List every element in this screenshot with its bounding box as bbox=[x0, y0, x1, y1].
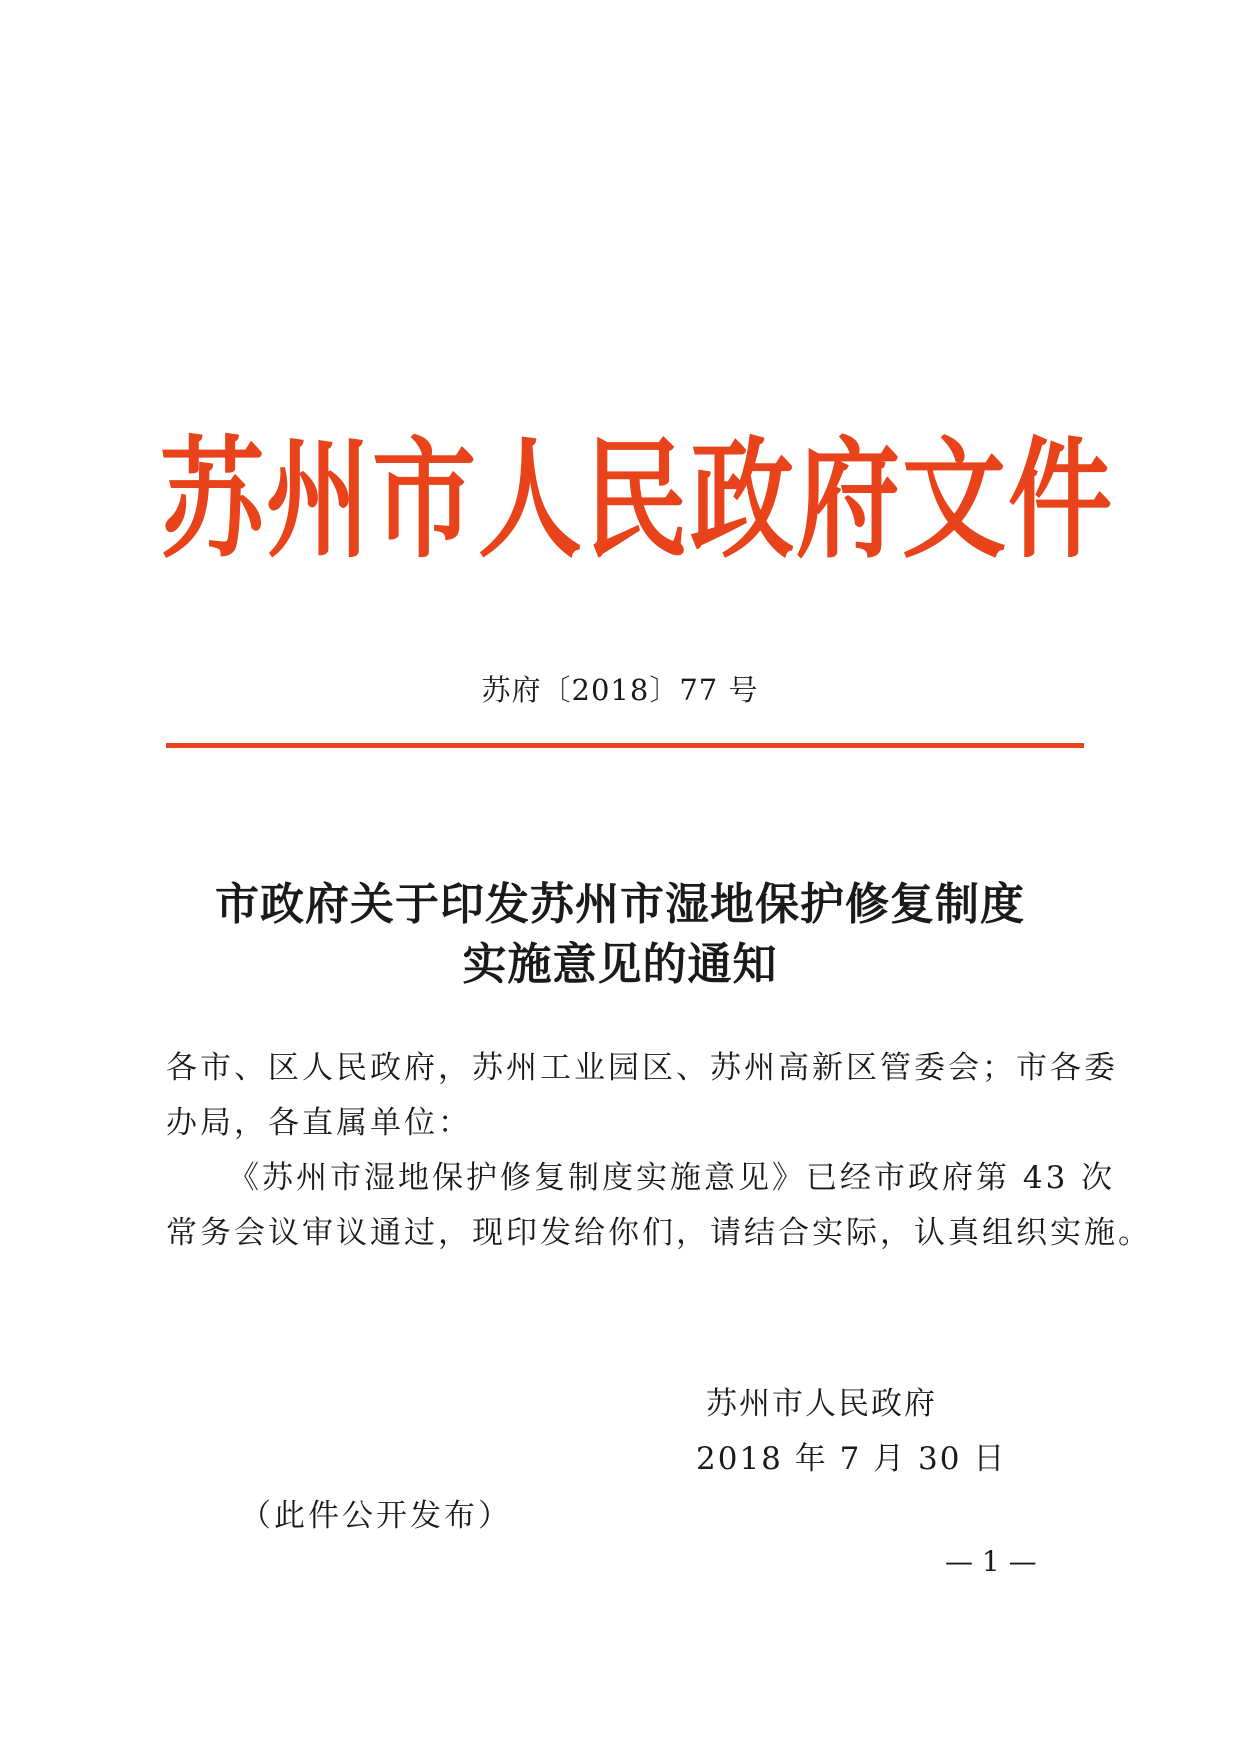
recipients-line-1: 各市、区人民政府，苏州工业园区、苏州高新区管委会；市各委 bbox=[166, 1050, 1118, 1086]
signature-organization: 苏州市人民政府 bbox=[706, 1386, 937, 1422]
body-paragraph-line-2: 常务会议审议通过，现印发给你们，请结合实际，认真组织实施。 bbox=[166, 1215, 1152, 1251]
document-title-line-2: 实施意见的通知 bbox=[462, 939, 778, 990]
page-number: — 1 — bbox=[945, 1545, 1037, 1578]
document-title-line-1: 市政府关于印发苏州市湿地保护修复制度 bbox=[215, 879, 1025, 930]
masthead-title: 苏州市人民政府文件 bbox=[160, 422, 1115, 577]
signature-date: 2018 年 7 月 30 日 bbox=[696, 1441, 1007, 1477]
public-release-note: （此件公开发布） bbox=[240, 1498, 512, 1534]
recipients-line-2: 办局，各直属单位： bbox=[166, 1105, 472, 1141]
red-divider bbox=[166, 743, 1084, 748]
document-number: 苏府〔2018〕77 号 bbox=[481, 673, 759, 707]
body-paragraph-line-1: 《苏州市湿地保护修复制度实施意见》已经市政府第 43 次 bbox=[228, 1160, 1116, 1196]
